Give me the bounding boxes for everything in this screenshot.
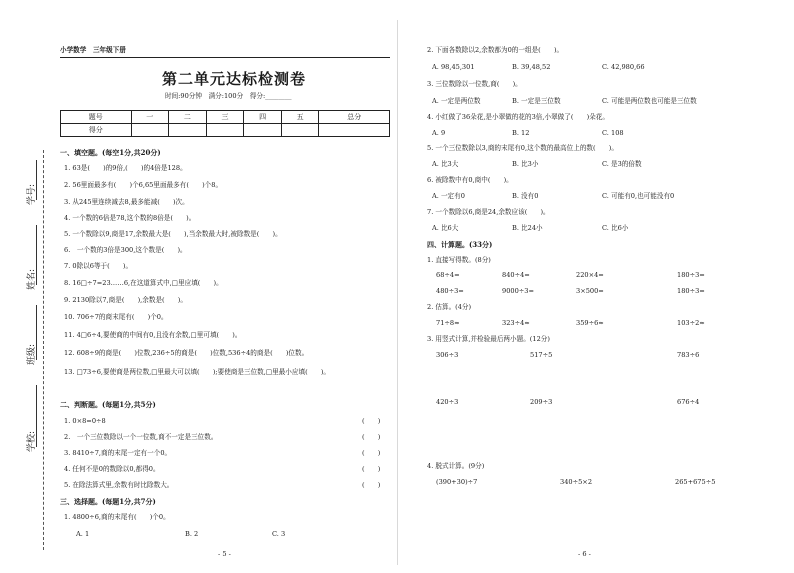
question-item: 1. 63是( )的9倍,( )的4倍是128。 [64, 164, 187, 172]
option[interactable]: B. 一定是三位数 [512, 97, 561, 105]
question-item: 13. □73÷6,要使商是两位数,□里最大可以填( );要使商是三位数,□里最小应填( )。 [64, 368, 330, 376]
option[interactable]: C. 是3的倍数 [602, 160, 642, 168]
calc-item: 420÷3 [436, 398, 459, 406]
calc-item: 359÷6≈ [576, 319, 604, 327]
option[interactable]: C. 可能是两位数也可能是三位数 [602, 97, 697, 105]
calc-item: 180÷3= [677, 271, 705, 279]
question-item: 5. 一个三位数除以3,商的末尾有0,这个数的最高位上的数( )。 [427, 144, 618, 152]
calc-item: 9000÷3= [502, 287, 535, 295]
binding-xuexiao: 学校: [27, 430, 37, 452]
answer-paren[interactable]: ( ) [362, 417, 381, 425]
binding-xuexiao-line [36, 385, 37, 447]
question-item: 7. 0除以6等于( )。 [64, 262, 133, 270]
question-item: 4. 小红做了36朵花,是小翠做的花的3倍,小翠做了( )朵花。 [427, 113, 609, 121]
calc-item: 209÷3 [530, 398, 553, 406]
question-item: 2. 估算。(4分) [427, 303, 472, 311]
exam-meta: 时间:90分钟 满分:100分 得分:________ [165, 92, 292, 100]
score-table [60, 110, 390, 137]
header-subject: 小学数学 三年级下册 [60, 46, 126, 54]
binding-line [43, 150, 44, 550]
calc-item: 840÷4= [502, 271, 530, 279]
question-item: 5. 一个数除以9,商是17,余数最大是( ),当余数最大时,被除数是( )。 [64, 230, 282, 238]
score-cell: 三 [206, 111, 244, 124]
calc-item: 68÷4= [436, 271, 460, 279]
binding-xingming: 姓名: [27, 268, 37, 290]
section-heading: 二、判断题。(每题1分,共5分) [60, 400, 156, 409]
binding-xuehao: 学号: [27, 183, 37, 205]
option[interactable]: C. 108 [602, 129, 624, 137]
question-item: 3. 用竖式计算,并检验最后两小题。(12分) [427, 335, 550, 343]
option[interactable]: B. 比24小 [512, 224, 543, 232]
option[interactable]: C. 3 [272, 530, 286, 538]
question-item: 4. 脱式计算。(9分) [427, 462, 485, 470]
score-input[interactable] [206, 124, 244, 137]
score-cell: 四 [244, 111, 282, 124]
question-item: 2. 一个三位数除以一个一位数,商不一定是三位数。 [64, 433, 218, 441]
page-divider [397, 20, 398, 565]
calc-item: 103÷2≈ [677, 319, 705, 327]
calc-item: 676÷4 [677, 398, 700, 406]
option[interactable]: C. 比6小 [602, 224, 629, 232]
question-item: 2. 56里面最多有( )个6,65里面最多有( )个8。 [64, 181, 223, 189]
question-item: 5. 在除法算式里,余数有时比除数大。 [64, 481, 174, 489]
option[interactable]: A. 比6大 [432, 224, 459, 232]
question-item: 1. 4800÷6,商的末尾有( )个0。 [64, 513, 170, 521]
question-item: 2. 下面各数除以2,余数都为0的一组是( )。 [427, 46, 564, 54]
score-input[interactable] [244, 124, 282, 137]
question-item: 1. 0×8=0÷8 [64, 417, 106, 425]
binding-banji-line [36, 305, 37, 360]
question-item: 10. 706÷7的商末尾有( )个0。 [64, 313, 168, 321]
option[interactable]: B. 39,48,52 [512, 63, 551, 71]
question-item: 8. 16□÷7=23……6,在这道算式中,□里应填( )。 [64, 279, 223, 287]
option[interactable]: B. 2 [185, 530, 199, 538]
question-item: 1. 直接写得数。(8分) [427, 256, 491, 264]
answer-paren[interactable]: ( ) [362, 433, 381, 441]
section-heading: 一、填空题。(每空1分,共20分) [60, 148, 161, 157]
question-item: 7. 一个数除以6,商是24,余数应该( )。 [427, 208, 550, 216]
option[interactable]: A. 一定有0 [432, 192, 465, 200]
score-cell: 一 [131, 111, 169, 124]
score-input[interactable] [169, 124, 207, 137]
score-input[interactable] [319, 124, 390, 137]
score-cell: 二 [169, 111, 207, 124]
question-item: 12. 608÷9的商是( )位数,236÷5的商是( )位数,536÷4的商是( )位数。 [64, 349, 309, 357]
calc-item: 306÷3 [436, 351, 459, 359]
binding-xingming-line [36, 225, 37, 285]
calc-item: 265+675÷5 [675, 478, 716, 486]
question-item: 4. 任何不是0的数除以0,都得0。 [64, 465, 160, 473]
score-table-score-row [61, 124, 390, 137]
header-rule [60, 57, 390, 58]
question-item: 11. 4□6÷4,要使商的中间有0,且没有余数,□里可填( )。 [64, 331, 242, 339]
answer-paren[interactable]: ( ) [362, 481, 381, 489]
question-item: 6. 被除数中有0,商中( )。 [427, 176, 513, 184]
calc-item: 517÷5 [530, 351, 553, 359]
section-heading: 四、计算题。(33分) [427, 240, 493, 249]
section-heading: 三、选择题。(每题1分,共7分) [60, 497, 156, 506]
score-input[interactable] [131, 124, 169, 137]
option[interactable]: A. 98,45,301 [432, 63, 475, 71]
calc-item: 323÷4≈ [502, 319, 530, 327]
option[interactable]: A. 9 [432, 129, 446, 137]
option[interactable]: A. 1 [76, 530, 90, 538]
calc-item: 480÷3= [436, 287, 464, 295]
score-cell: 五 [281, 111, 319, 124]
answer-paren[interactable]: ( ) [362, 465, 381, 473]
option[interactable]: C. 42,980,66 [602, 63, 645, 71]
calc-item: 340÷5×2 [560, 478, 593, 486]
answer-paren[interactable]: ( ) [362, 449, 381, 457]
option[interactable]: B. 12 [512, 129, 530, 137]
page-number-left: - 5 - [218, 550, 231, 558]
score-table-header-row [61, 111, 390, 124]
option[interactable]: A. 比3大 [432, 160, 459, 168]
question-item: 4. 一个数的6倍是78,这个数的8倍是( )。 [64, 214, 196, 222]
question-item: 9. 2130除以7,商是( ),余数是( )。 [64, 296, 187, 304]
calc-item: (390+30)÷7 [436, 478, 478, 486]
option[interactable]: B. 比3小 [512, 160, 539, 168]
score-cell: 得分 [61, 124, 132, 137]
page-number-right: - 6 - [578, 550, 591, 558]
calc-item: 180÷3= [677, 287, 705, 295]
calc-item: 71÷8≈ [436, 319, 460, 327]
score-input[interactable] [281, 124, 319, 137]
calc-item: 783÷6 [677, 351, 700, 359]
option[interactable]: B. 没有0 [512, 192, 539, 200]
option[interactable]: C. 可能有0,也可能没有0 [602, 192, 675, 200]
option[interactable]: A. 一定是两位数 [432, 97, 481, 105]
score-cell: 总分 [319, 111, 390, 124]
binding-banji: 班级: [27, 343, 37, 365]
question-item: 6. 一个数的3倍是300,这个数是( )。 [64, 246, 187, 254]
score-cell: 题号 [61, 111, 132, 124]
question-item: 3. 三位数除以一位数,商( )。 [427, 80, 522, 88]
binding-xuehao-line [36, 160, 37, 200]
question-item: 3. 从245里连续减去8,最多能减( )次。 [64, 198, 189, 206]
calc-item: 3×500= [576, 287, 604, 295]
calc-item: 220×4= [576, 271, 604, 279]
page-title: 第二单元达标检测卷 [162, 70, 307, 88]
question-item: 3. 8410÷7,商的末尾一定有一个0。 [64, 449, 172, 457]
